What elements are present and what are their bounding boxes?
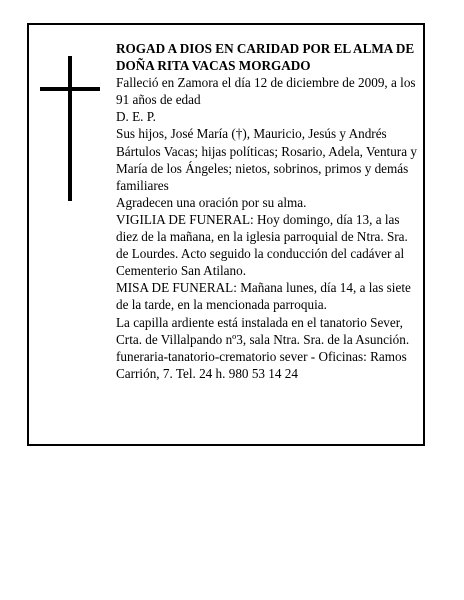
thanks-text: Agradecen una oración por su alma. — [116, 194, 307, 210]
rip-text: D. E. P. — [116, 109, 156, 125]
cross-horizontal-bar — [40, 87, 100, 91]
deceased-name: DOÑA RITA VACAS MORGADO — [116, 58, 311, 74]
vigil-info: VIGILIA DE FUNERAL: Hoy domingo, día 13, a las diez de la mañana, en la iglesia parroquial de Ntra. Sra. de Lourdes. Acto seguido la conducción del cadáver al Cementerio San Atilano. — [116, 211, 408, 279]
cross-vertical-bar — [68, 56, 72, 201]
funeral-home-info: funeraria-tanatorio-crematorio sever - Oficinas: Ramos Carrión, 7. Tel. 24 h. 980 53 14 24 — [116, 348, 407, 381]
obituary-notice — [27, 23, 425, 446]
cross-icon — [40, 56, 100, 201]
family-list: Sus hijos, José María (†), Mauricio, Jesús y Andrés Bártulos Vacas; hijas políticas; Rosario, Adela, Ventura y María de los Ángeles; nietos, sobrinos, primos y demás familiares — [116, 126, 417, 193]
notice-body — [116, 40, 421, 382]
chapel-info: La capilla ardiente está instalada en el tanatorio Sever, Crta. de Villalpando nº3, sala Ntra. Sra. de la Asunción. — [116, 314, 410, 347]
death-info: Falleció en Zamora el día 12 de diciembre de 2009, a los 91 años de edad — [116, 75, 416, 108]
notice-heading: ROGAD A DIOS EN CARIDAD POR EL ALMA DE — [116, 41, 415, 56]
mass-info: MISA DE FUNERAL: Mañana lunes, día 14, a las siete de la tarde, en la mencionada parroquia. — [116, 280, 411, 313]
